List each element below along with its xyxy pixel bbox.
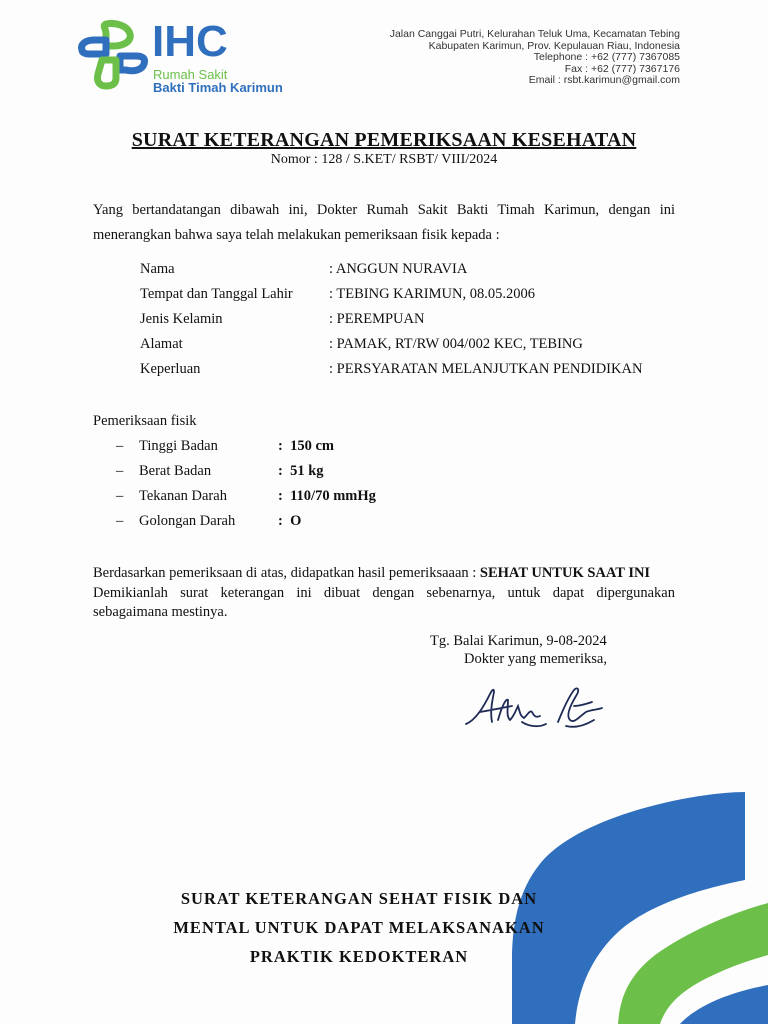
exam-label: Berat Badan [139,463,212,479]
hospital-logo-icon [76,20,150,90]
detail-label: Alamat [140,336,183,352]
footer-line: PRAKTIK KEDOKTERAN [249,947,469,966]
logo-subtitle-rumah-sakit: Rumah Sakit [153,67,228,82]
exam-colon: : [278,438,283,454]
exam-heading: Pemeriksaan fisik [93,413,197,429]
logo-ihc-text: IHC [152,17,228,66]
detail-label: Nama [140,261,175,277]
footer-line: MENTAL UNTUK DAPAT MELAKSANAKAN [173,918,545,937]
email-line: Email : rsbt.karimun@gmail.com [528,74,680,86]
closing-line: Demikianlah surat keterangan ini dibuat dengan sebenarnya, untuk dapat dipergunakan [93,584,675,601]
exam-colon: : [278,513,283,529]
result-prefix: Berdasarkan pemeriksaan di atas, didapatkan hasil pemeriksaaan : [93,565,480,581]
signer-title: Dokter yang memeriksa, [464,651,607,667]
exam-value [278,463,324,480]
detail-label: Keperluan [140,361,201,377]
exam-label: Tekanan Darah [139,488,227,504]
exam-value [278,488,376,505]
address-line: Jalan Canggai Putri, Kelurahan Teluk Uma, Kecamatan Tebing [389,28,680,40]
document-number: Nomor : 128 / S.KET/ RSBT/ VIII/2024 [270,152,498,167]
detail-label: Tempat dan Tanggal Lahir [140,286,293,302]
intro-paragraph: Yang bertandatangan dibawah ini, Dokter Rumah Sakit Bakti Timah Karimun, dengan ini menerangkan bahwa saya telah melakukan pemeriksaan fisik kepada : [93,202,675,243]
footer-line: SURAT KETERANGAN SEHAT FISIK DAN [180,889,538,908]
handwritten-signature [462,676,612,736]
place-date: Tg. Balai Karimun, 9-08-2024 [430,633,607,649]
dash-bullet: – [116,513,124,529]
hospital-address-block [320,29,680,87]
exam-value [278,513,301,530]
detail-value: : PAMAK, RT/RW 004/002 KEC, TEBING [329,336,583,352]
dash-bullet: – [116,463,124,479]
result-line [93,564,693,584]
exam-label: Golongan Darah [139,513,236,529]
result-value: SEHAT UNTUK SAAT INI [479,565,651,581]
fax-line: Fax : +62 (777) 7367176 [564,62,680,75]
closing-line: sebagaimana mestinya. [93,604,228,620]
exam-value-text: 51 kg [290,463,324,479]
exam-value-text: 150 cm [290,438,334,454]
detail-value: : PERSYARATAN MELANJUTKAN PENDIDIKAN [329,361,643,377]
detail-value: : PEREMPUAN [329,311,425,327]
footer-heading [100,884,618,971]
exam-colon: : [278,463,283,479]
telephone-line: Telephone : +62 (777) 7367085 [533,51,680,63]
exam-colon: : [278,488,283,504]
address-line: Kabupaten Karimun, Prov. Kepulauan Riau, Indonesia [428,39,680,52]
dash-bullet: – [116,438,124,454]
exam-value [278,438,334,455]
detail-value: : TEBING KARIMUN, 08.05.2006 [329,286,535,302]
exam-value-text: O [290,513,302,529]
dash-bullet: – [116,488,124,504]
detail-value: : ANGGUN NURAVIA [329,261,468,277]
document-title: SURAT KETERANGAN PEMERIKSAAN KESEHATAN [131,129,637,151]
logo-subtitle-hospital-name: Bakti Timah Karimun [153,80,283,95]
exam-label: Tinggi Badan [139,438,218,454]
result-paragraph [93,564,693,623]
detail-label: Jenis Kelamin [140,311,223,327]
exam-value-text: 110/70 mmHg [290,488,376,504]
